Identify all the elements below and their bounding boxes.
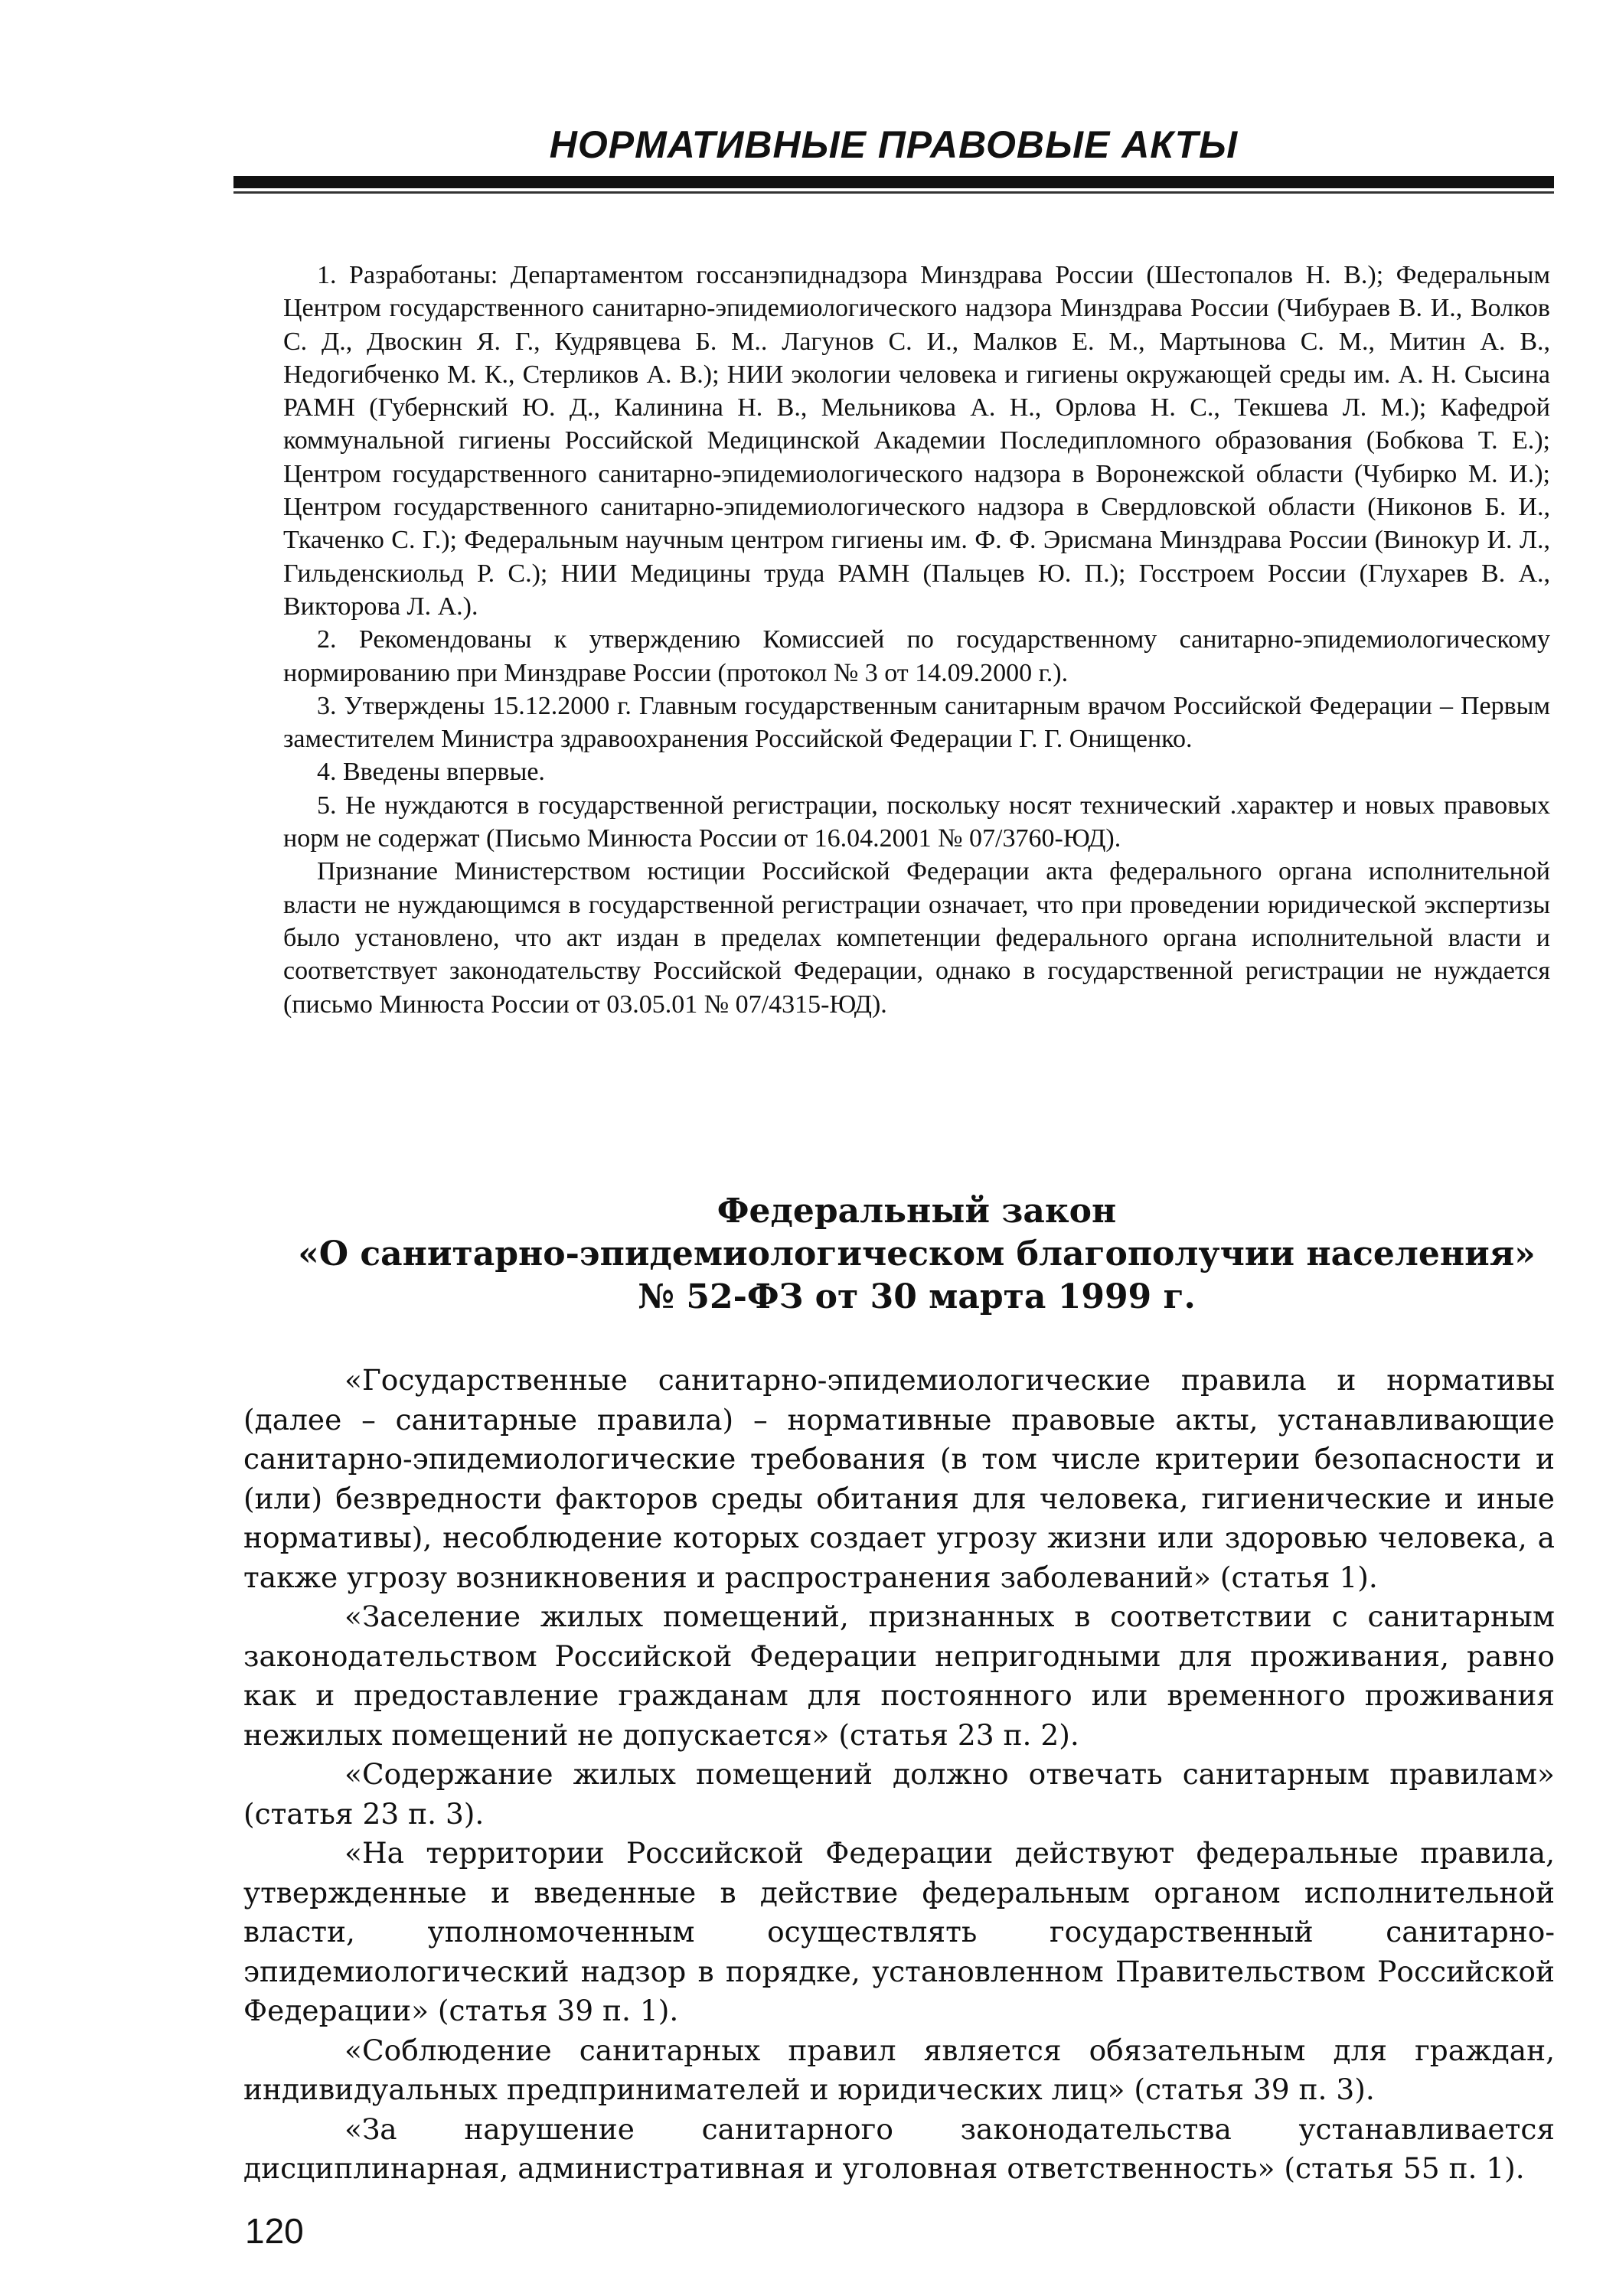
header-rule-thick	[233, 176, 1554, 188]
paragraph: 1. Разработаны: Департаментом госсанэпиднадзора Минздрава России (Шестопалов Н. В.); Федеральным Центром государственного санитарно-эпидемиологического надзора Минздрава России (Чибураев В. И., Волков С. Д., Двоскин Я. Г., Кудрявцева Б. М.. Лагунов С. И., Малков Е. М., Мартынова С. М., Митин А. В., Недогибченко М. К., Стерликов А. В.); НИИ экологии человека и гигиены окружающей среды им. А. Н. Сысина РАМН (Губернский Ю. Д., Калинина Н. В., Мельникова А. Н., Орлова Н. С., Текшева Л. М.); Кафедрой коммунальной гигиены Российской Медицинской Академии Последипломного образования (Бобкова Т. Е.); Центром государственного санитарно-эпидемиологического надзора в Воронежской области (Чубирко М. И.); Центром государственного санитарно-эпидемиологического надзора в Свердловской области (Никонов Б. И., Ткаченко С. Г.); Федеральным научным центром гигиены им. Ф. Ф. Эрисмана Минздрава России (Винокур И. Л., Гильденскиольд Р. С.); НИИ Медицины труда РАМН (Пальцев Ю. П.); Госстроем России (Глухарев В. А., Викторова Л. А.).	[283, 261, 1550, 621]
page-number: 120	[245, 2211, 304, 2251]
law-heading	[283, 1190, 1550, 1319]
header-rule-thin	[233, 191, 1554, 194]
running-header: НОРМАТИВНЫЕ ПРАВОВЫЕ АКТЫ	[549, 123, 1239, 166]
paragraph: 3. Утверждены 15.12.2000 г. Главным государственным санитарным врачом Российской Федерации – Первым заместителем Министра здравоохранения Российской Федерации Г. Г. Онищенко.	[283, 691, 1550, 754]
quote-paragraph: «Заселение жилых помещений, признанных в соответствии с санитарным законодательством Российской Федерации непригодными для проживания, равно как и предоставление гражданам для постоянного или временного проживания нежилых помещений не допускается» (статья 23 п. 2).	[243, 1600, 1555, 1752]
document-info-section	[283, 259, 1550, 1021]
law-heading-line: Федеральный закон	[717, 1192, 1117, 1231]
paragraph: 5. Не нуждаются в государственной регистрации, поскольку носят технический .характер и новых правовых норм не содержат (Письмо Минюста России от 16.04.2001 № 07/3760-ЮД).	[283, 791, 1550, 853]
paragraph: 2. Рекомендованы к утверждению Комиссией по государственному санитарно-эпидемиологическому нормированию при Минздраве России (протокол № 3 от 14.09.2000 г.).	[283, 625, 1550, 687]
paragraph: 4. Введены впервые.	[317, 758, 545, 787]
quote-paragraph: «Государственные санитарно-эпидемиологические правила и нормативы (далее – санитарные правила) – нормативные правовые акты, устанавливающие санитарно-эпидемиологические требования (в том числе критерии безопасности и (или) безвредности факторов среды обитания для человека, гигиенические и иные нормативы), несоблюдение которых создает угрозу жизни или здоровью человека, а также угрозу возникновения и распространения заболеваний» (статья 1).	[243, 1363, 1555, 1594]
quote-paragraph: «Соблюдение санитарных правил является обязательным для граждан, индивидуальных предпринимателей и юридических лиц» (статья 39 п. 3).	[243, 2033, 1555, 2106]
quote-paragraph: «Содержание жилых помещений должно отвечать санитарным правилам» (статья 23 п. 3).	[243, 1757, 1555, 1831]
law-heading-line: № 52-ФЗ от 30 марта 1999 г.	[638, 1277, 1196, 1316]
law-heading-line: «О санитарно-эпидемиологическом благополучии населения»	[298, 1234, 1536, 1274]
law-quotes-section	[243, 1361, 1555, 2189]
quote-paragraph: «За нарушение санитарного законодательства устанавливается дисциплинарная, административная и уголовная ответственность» (статья 55 п. 1).	[243, 2112, 1555, 2185]
quote-paragraph: «На территории Российской Федерации действуют федеральные правила, утвержденные и введенные в действие федеральным органом исполнительной власти, уполномоченным осуществлять государственный санитарно-эпидемиологический надзор в порядке, установленном Правительством Российской Федерации» (статья 39 п. 1).	[243, 1836, 1555, 2027]
paragraph: Признание Министерством юстиции Российской Федерации акта федерального органа исполнительной власти не нуждающимся в государственной регистрации означает, что при проведении юридической экспертизы было установлено, что акт издан в пределах компетенции федерального органа исполнительной власти и соответствует законодательству Российской Федерации, однако в государственной регистрации не нуждается (письмо Минюста России от 03.05.01 № 07/4315-ЮД).	[283, 857, 1550, 1019]
